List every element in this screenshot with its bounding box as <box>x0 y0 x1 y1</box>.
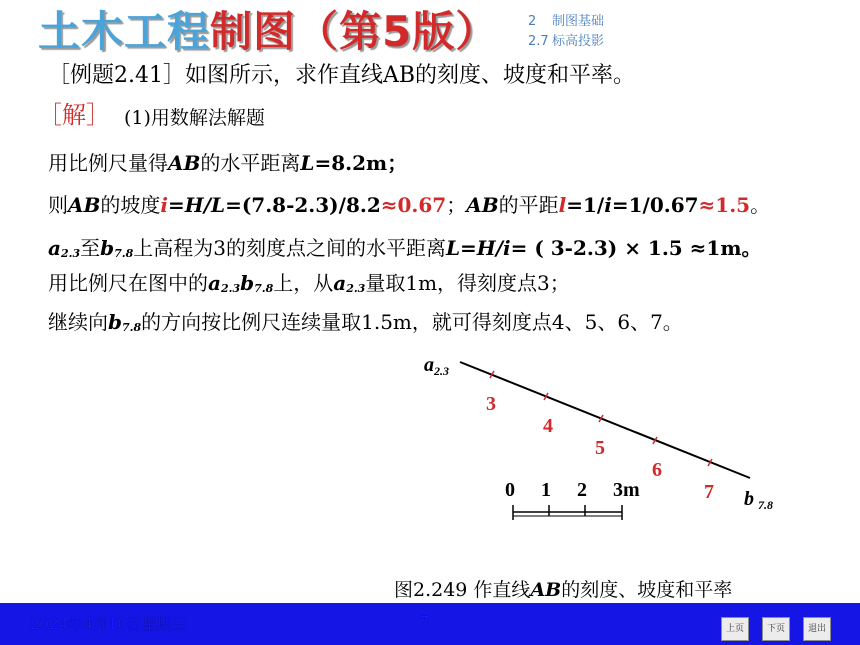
breadcrumb <box>528 12 604 52</box>
graduation-label-4: 4 <box>543 415 553 437</box>
solution-line-4: 用比例尺在图中的$a_{2.3}b_{7.8}$上，从$a_{2.3}$量取1m，得刻度点3； <box>48 271 570 295</box>
scale-label-3m: 3m <box>613 479 640 501</box>
solution-label: ［解］ <box>38 101 110 129</box>
footer-date: 2024年4月10日星期三 <box>30 615 187 633</box>
graduation-label-7: 7 <box>704 481 714 503</box>
title-part1: 土木工程 <box>38 7 211 56</box>
figure-caption: 图2.249 作直线AB的刻度、坡度和平率 <box>394 579 733 601</box>
graduation-label-6: 6 <box>652 459 662 481</box>
line-ab-diagram <box>410 350 790 525</box>
title-part2: 制图（第5版） <box>210 7 499 56</box>
subsection-number: 2.7 <box>528 34 549 49</box>
label-b: b $_{7.8}$ <box>744 488 773 512</box>
method-heading: (1)用数解法解题 <box>124 107 265 129</box>
scale-bar <box>513 505 622 520</box>
line-ab <box>460 362 750 478</box>
scale-label-1: 1 <box>541 479 551 501</box>
exit-button[interactable]: 退出 <box>803 617 831 641</box>
solution-line-2: 则AB的坡度i=H/L=(7.8-2.3)/8.2≈0.67；AB的平距l=1/i=1/0.67≈1.5。 <box>48 193 771 217</box>
problem-statement: ［例题2.41］如图所示，求作直线AB的刻度、坡度和平率。 <box>48 63 636 88</box>
solution-line-3: $a_{2.3}$至$b_{7.8}$上高程为3的刻度点之间的水平距离L=H/i= ( 3-2.3) × 1.5 ≈1m。 <box>48 236 762 260</box>
section-name: 制图基础 <box>552 14 605 29</box>
page-number: 7 <box>420 613 430 631</box>
prev-page-button[interactable]: 上页 <box>721 617 749 641</box>
section-number: 2 <box>528 14 537 29</box>
subsection-name: 标高投影 <box>552 34 605 49</box>
solution-line-5: 继续向$b_{7.8}$的方向按比例尺连续量取1.5m，就可得刻度点4、5、6、7。 <box>48 310 683 334</box>
scale-label-0: 0 <box>505 479 515 501</box>
graduation-label-3: 3 <box>486 393 496 415</box>
solution-line-1: 用比例尺量得AB的水平距离L=8.2m； <box>48 151 408 175</box>
page-title <box>38 6 498 58</box>
label-a: $a_{2.3}$ <box>424 354 449 378</box>
graduation-label-5: 5 <box>595 437 605 459</box>
next-page-button[interactable]: 下页 <box>762 617 790 641</box>
scale-label-2: 2 <box>577 479 587 501</box>
